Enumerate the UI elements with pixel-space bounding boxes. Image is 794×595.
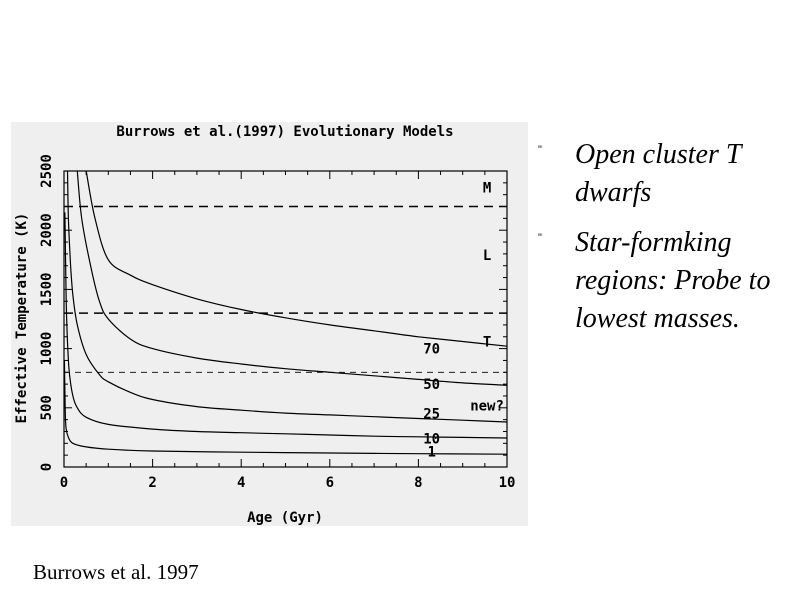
bullet-text: Star-formking regions: Probe to lowest masses. bbox=[575, 227, 771, 334]
x-tick-label: 6 bbox=[325, 475, 335, 491]
y-tick-label: 1000 bbox=[39, 331, 55, 366]
chart-svg bbox=[11, 122, 528, 526]
y-axis-label: Effective Temperature (K) bbox=[14, 212, 30, 424]
x-tick-label: 8 bbox=[414, 475, 423, 491]
plot-frame bbox=[64, 171, 507, 467]
bullet-text: Open cluster T dwarfs bbox=[575, 139, 741, 208]
y-tick-label: 1500 bbox=[39, 272, 55, 307]
x-tick-label: 2 bbox=[148, 475, 157, 491]
region-label: M bbox=[482, 180, 492, 197]
chart-title: Burrows et al.(1997) Evolutionary Models bbox=[116, 124, 454, 140]
bullet-mark: " bbox=[538, 232, 542, 244]
y-tick-label: 500 bbox=[39, 395, 55, 421]
series-line bbox=[64, 360, 507, 454]
series-label: 10 bbox=[423, 431, 441, 448]
caption: Burrows et al. 1997 bbox=[33, 560, 199, 584]
spectral-boundaries bbox=[64, 207, 507, 373]
y-tick-label: 2000 bbox=[39, 213, 55, 248]
series-label: 1 bbox=[427, 444, 436, 461]
y-tick-label: 0 bbox=[39, 462, 55, 472]
series-label: 25 bbox=[423, 406, 441, 423]
region-label: new? bbox=[470, 398, 504, 415]
series-line bbox=[86, 171, 507, 346]
series-label: 50 bbox=[423, 377, 441, 394]
series-line bbox=[68, 171, 508, 422]
x-tick-label: 4 bbox=[236, 475, 246, 491]
x-tick-label: 0 bbox=[59, 475, 69, 491]
bullet-item bbox=[538, 224, 788, 338]
series-line bbox=[65, 212, 507, 438]
series-line bbox=[77, 171, 507, 385]
bullet-mark: " bbox=[538, 144, 542, 156]
chart-panel bbox=[11, 122, 528, 526]
region-label: T bbox=[482, 334, 492, 351]
series-label: 70 bbox=[423, 341, 441, 358]
y-tick-label: 2500 bbox=[39, 154, 55, 188]
axis-ticks bbox=[39, 154, 515, 491]
region-label: L bbox=[482, 248, 492, 265]
curve-labels bbox=[423, 181, 504, 461]
x-axis-label: Age (Gyr) bbox=[247, 510, 323, 526]
bullet-list bbox=[538, 136, 788, 350]
x-tick-label: 10 bbox=[498, 475, 516, 491]
bullet-item bbox=[538, 136, 788, 212]
